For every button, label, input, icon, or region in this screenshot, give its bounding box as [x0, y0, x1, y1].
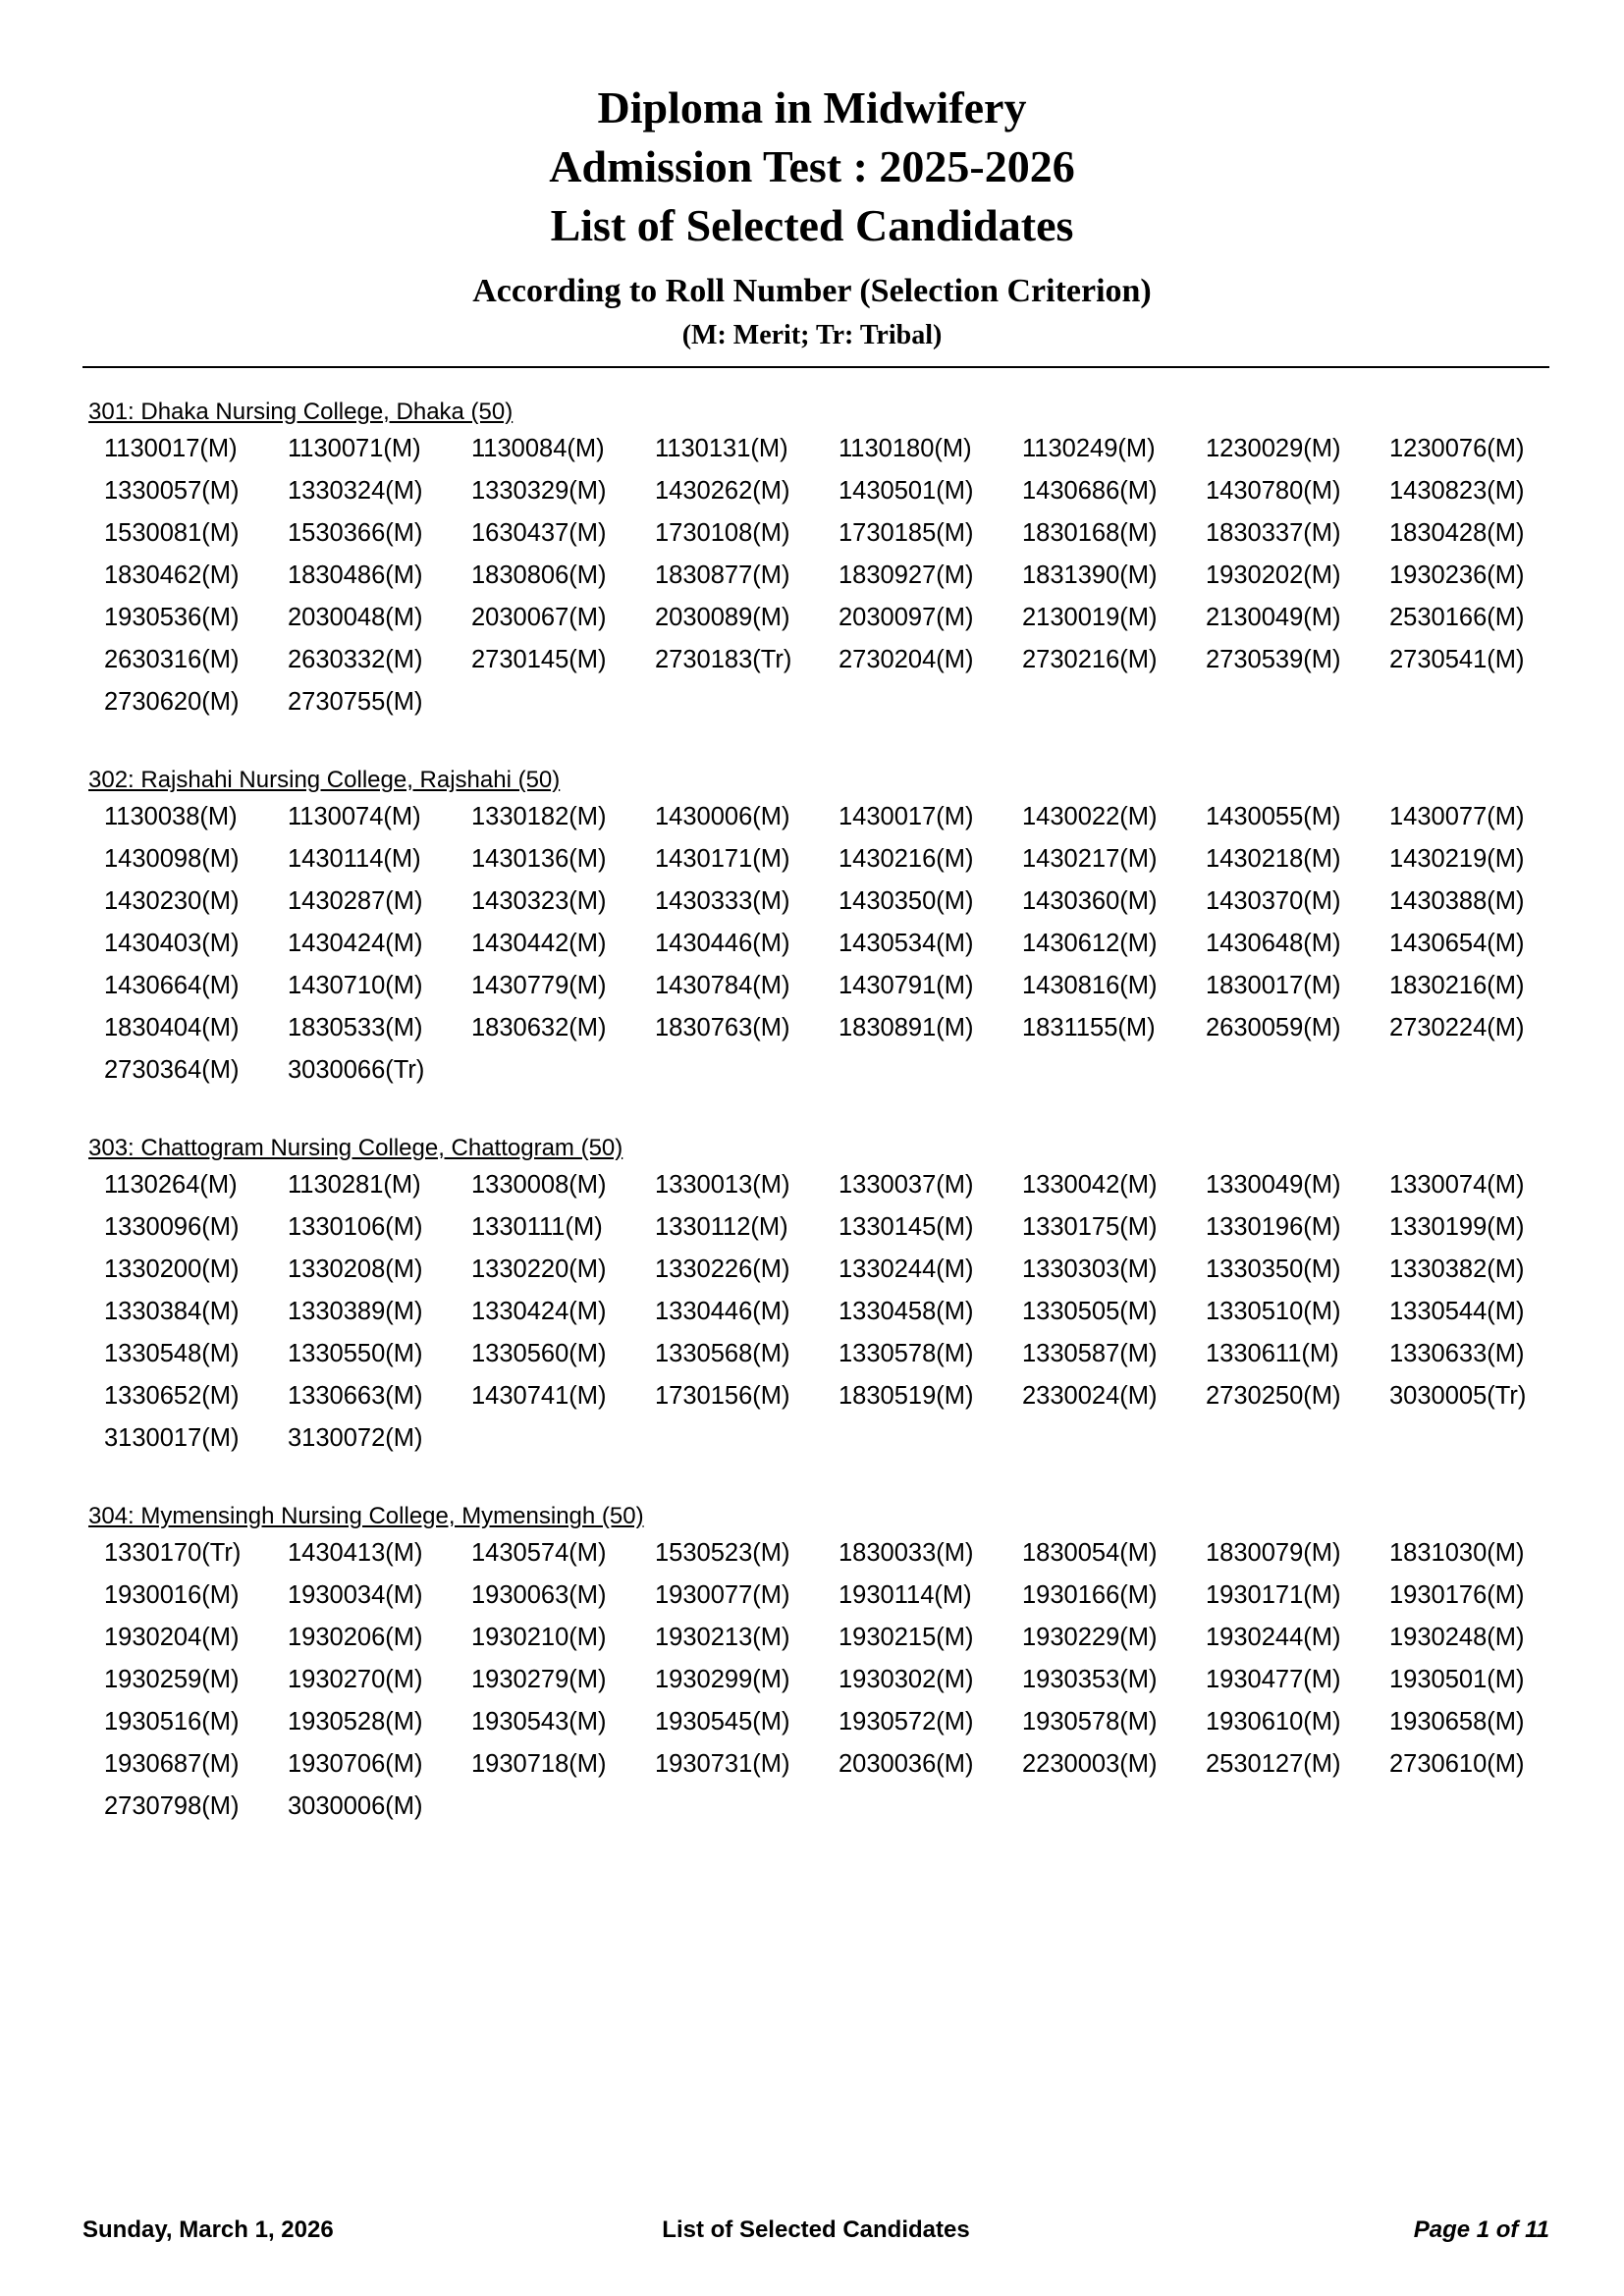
roll-number: 1830891(M)	[839, 1014, 974, 1041]
roll-number: 1330544(M)	[1389, 1298, 1525, 1325]
roll-number: 1330013(M)	[655, 1171, 790, 1199]
roll-number-grid	[88, 1532, 1551, 1828]
roll-number: 1830632(M)	[471, 1014, 607, 1041]
roll-number: 1930204(M)	[104, 1624, 240, 1651]
roll-number: 1130180(M)	[839, 435, 972, 462]
roll-number: 1130017(M)	[104, 435, 238, 462]
header-divider	[82, 366, 1549, 368]
roll-number: 1330196(M)	[1206, 1213, 1341, 1241]
roll-number: 1930077(M)	[655, 1581, 790, 1609]
roll-number: 1830054(M)	[1022, 1539, 1158, 1567]
roll-number: 1330244(M)	[839, 1255, 974, 1283]
roll-number: 1130281(M)	[288, 1171, 421, 1199]
roll-number: 1430017(M)	[839, 803, 974, 830]
roll-number: 1930176(M)	[1389, 1581, 1525, 1609]
roll-number: 1430136(M)	[471, 845, 607, 873]
roll-number: 2730610(M)	[1389, 1750, 1525, 1778]
roll-number: 1930213(M)	[655, 1624, 790, 1651]
roll-number: 1430171(M)	[655, 845, 790, 873]
roll-number: 3030006(M)	[288, 1792, 423, 1820]
roll-number: 1930166(M)	[1022, 1581, 1158, 1609]
roll-number: 1430534(M)	[839, 930, 974, 957]
roll-number: 2730216(M)	[1022, 646, 1158, 673]
program-title: Diploma in Midwifery	[597, 82, 1027, 133]
roll-number: 1130074(M)	[288, 803, 421, 830]
roll-number: 1330008(M)	[471, 1171, 607, 1199]
roll-number: 1330550(M)	[288, 1340, 423, 1367]
roll-number: 2730145(M)	[471, 646, 607, 673]
roll-number: 1430370(M)	[1206, 887, 1341, 915]
roll-number: 1430216(M)	[839, 845, 974, 873]
roll-number: 2230003(M)	[1022, 1750, 1158, 1778]
roll-number: 1831155(M)	[1022, 1014, 1156, 1041]
roll-number: 1930236(M)	[1389, 561, 1525, 589]
roll-number: 2130019(M)	[1022, 604, 1158, 631]
roll-number: 1930210(M)	[471, 1624, 607, 1651]
roll-number: 1330175(M)	[1022, 1213, 1158, 1241]
roll-number: 2730755(M)	[288, 688, 423, 716]
footer-date: Sunday, March 1, 2026	[82, 2216, 334, 2243]
college-section	[88, 395, 1551, 723]
roll-number: 1430664(M)	[104, 972, 240, 999]
roll-number: 1930034(M)	[288, 1581, 423, 1609]
roll-number: 1430262(M)	[655, 477, 790, 505]
roll-number: 1830168(M)	[1022, 519, 1158, 547]
roll-number: 1230029(M)	[1206, 435, 1341, 462]
roll-number: 2530166(M)	[1389, 604, 1525, 631]
college-section	[88, 1499, 1551, 1828]
roll-number: 2630332(M)	[288, 646, 423, 673]
roll-number: 1330111(M)	[471, 1213, 603, 1241]
roll-number: 1830428(M)	[1389, 519, 1525, 547]
roll-number: 1430686(M)	[1022, 477, 1158, 505]
roll-number: 1430780(M)	[1206, 477, 1341, 505]
roll-number: 1930270(M)	[288, 1666, 423, 1693]
footer-title: List of Selected Candidates	[662, 2216, 970, 2243]
roll-number: 1930687(M)	[104, 1750, 240, 1778]
roll-number: 2730541(M)	[1389, 646, 1525, 673]
roll-number: 1930259(M)	[104, 1666, 240, 1693]
roll-number: 1130071(M)	[288, 435, 421, 462]
roll-number: 1830216(M)	[1389, 972, 1525, 999]
roll-number: 2730620(M)	[104, 688, 240, 716]
roll-number: 1930353(M)	[1022, 1666, 1158, 1693]
roll-number: 1930516(M)	[104, 1708, 240, 1735]
roll-number: 1930477(M)	[1206, 1666, 1341, 1693]
roll-number: 1530523(M)	[655, 1539, 790, 1567]
roll-number: 1430446(M)	[655, 930, 790, 957]
roll-number: 1330568(M)	[655, 1340, 790, 1367]
college-heading: 302: Rajshahi Nursing College, Rajshahi (50)	[88, 767, 561, 793]
quota-legend: (M: Merit; Tr: Tribal)	[681, 320, 943, 350]
roll-number: 1930536(M)	[104, 604, 240, 631]
roll-number: 1730108(M)	[655, 519, 790, 547]
roll-number: 1330324(M)	[288, 477, 423, 505]
roll-number: 1330652(M)	[104, 1382, 240, 1410]
roll-number: 1330505(M)	[1022, 1298, 1158, 1325]
roll-number: 2730798(M)	[104, 1792, 240, 1820]
roll-number: 1330424(M)	[471, 1298, 607, 1325]
roll-number: 1330611(M)	[1206, 1340, 1339, 1367]
roll-number: 1930244(M)	[1206, 1624, 1341, 1651]
roll-number: 2730364(M)	[104, 1056, 240, 1084]
roll-number: 1330329(M)	[471, 477, 607, 505]
roll-number: 2730204(M)	[839, 646, 974, 673]
roll-number: 3130017(M)	[104, 1424, 240, 1452]
roll-number: 3030005(Tr)	[1389, 1382, 1527, 1410]
roll-number: 1330074(M)	[1389, 1171, 1525, 1199]
roll-number: 1330200(M)	[104, 1255, 240, 1283]
roll-number: 1330106(M)	[288, 1213, 423, 1241]
roll-number: 1430055(M)	[1206, 803, 1341, 830]
roll-number: 2730224(M)	[1389, 1014, 1525, 1041]
list-title: List of Selected Candidates	[550, 200, 1074, 250]
page-footer	[82, 2216, 1549, 2252]
roll-number: 1430323(M)	[471, 887, 607, 915]
roll-number: 2630316(M)	[104, 646, 240, 673]
roll-number: 2630059(M)	[1206, 1014, 1341, 1041]
roll-number: 1330548(M)	[104, 1340, 240, 1367]
roll-number: 1930171(M)	[1206, 1581, 1341, 1609]
roll-number: 1930114(M)	[839, 1581, 972, 1609]
roll-number: 1430218(M)	[1206, 845, 1341, 873]
selection-list	[88, 395, 1551, 1867]
roll-number: 1930610(M)	[1206, 1708, 1341, 1735]
roll-number: 1430574(M)	[471, 1539, 607, 1567]
roll-number: 3030066(Tr)	[288, 1056, 425, 1084]
roll-number: 1430612(M)	[1022, 930, 1158, 957]
roll-number: 1330458(M)	[839, 1298, 974, 1325]
roll-number: 1930202(M)	[1206, 561, 1341, 589]
roll-number-grid	[88, 1164, 1551, 1460]
roll-number: 2530127(M)	[1206, 1750, 1341, 1778]
roll-number: 1831030(M)	[1389, 1539, 1525, 1567]
roll-number: 1330170(Tr)	[104, 1539, 242, 1567]
roll-number: 1330199(M)	[1389, 1213, 1525, 1241]
roll-number: 1330042(M)	[1022, 1171, 1158, 1199]
roll-number: 1330560(M)	[471, 1340, 607, 1367]
roll-number: 1430784(M)	[655, 972, 790, 999]
roll-number: 1430648(M)	[1206, 930, 1341, 957]
document-header	[0, 79, 1624, 355]
roll-number: 2030089(M)	[655, 604, 790, 631]
roll-number: 1330587(M)	[1022, 1340, 1158, 1367]
roll-number: 1830079(M)	[1206, 1539, 1341, 1567]
roll-number: 2330024(M)	[1022, 1382, 1158, 1410]
page-number: Page 1 of 11	[1413, 2216, 1549, 2243]
roll-number: 1930215(M)	[839, 1624, 974, 1651]
roll-number: 1330382(M)	[1389, 1255, 1525, 1283]
roll-number: 2030048(M)	[288, 604, 423, 631]
roll-number: 1430333(M)	[655, 887, 790, 915]
roll-number: 1330663(M)	[288, 1382, 423, 1410]
roll-number: 1930528(M)	[288, 1708, 423, 1735]
roll-number: 1830877(M)	[655, 561, 790, 589]
roll-number: 1730185(M)	[839, 519, 974, 547]
roll-number: 1430217(M)	[1022, 845, 1158, 873]
roll-number: 1930658(M)	[1389, 1708, 1525, 1735]
roll-number: 1430741(M)	[471, 1382, 607, 1410]
roll-number: 2030067(M)	[471, 604, 607, 631]
roll-number: 1830519(M)	[839, 1382, 974, 1410]
roll-number: 1430077(M)	[1389, 803, 1525, 830]
roll-number: 1330633(M)	[1389, 1340, 1525, 1367]
roll-number: 1330226(M)	[655, 1255, 790, 1283]
roll-number: 1430287(M)	[288, 887, 423, 915]
roll-number: 1330446(M)	[655, 1298, 790, 1325]
admission-test-title: Admission Test : 2025-2026	[549, 141, 1075, 191]
roll-number: 1930206(M)	[288, 1624, 423, 1651]
college-section	[88, 1131, 1551, 1460]
roll-number: 1330303(M)	[1022, 1255, 1158, 1283]
roll-number: 1430006(M)	[655, 803, 790, 830]
roll-number: 1930299(M)	[655, 1666, 790, 1693]
roll-number: 1130264(M)	[104, 1171, 238, 1199]
roll-number: 1830017(M)	[1206, 972, 1341, 999]
roll-number: 1430654(M)	[1389, 930, 1525, 957]
roll-number: 1330220(M)	[471, 1255, 607, 1283]
roll-number: 1930543(M)	[471, 1708, 607, 1735]
college-section	[88, 763, 1551, 1092]
roll-number: 1430413(M)	[288, 1539, 423, 1567]
roll-number: 1130038(M)	[104, 803, 238, 830]
roll-number: 2030097(M)	[839, 604, 974, 631]
roll-number: 2730183(Tr)	[655, 646, 792, 673]
roll-number: 1430360(M)	[1022, 887, 1158, 915]
roll-number: 1430219(M)	[1389, 845, 1525, 873]
roll-number: 1430114(M)	[288, 845, 421, 873]
roll-number-grid	[88, 796, 1551, 1092]
roll-number: 3130072(M)	[288, 1424, 423, 1452]
college-heading: 303: Chattogram Nursing College, Chattogram (50)	[88, 1135, 623, 1161]
roll-number: 1330510(M)	[1206, 1298, 1341, 1325]
roll-number: 1530081(M)	[104, 519, 240, 547]
sort-criterion: According to Roll Number (Selection Criterion)	[472, 273, 1152, 309]
roll-number: 1930718(M)	[471, 1750, 607, 1778]
roll-number: 1430388(M)	[1389, 887, 1525, 915]
roll-number: 1130084(M)	[471, 435, 605, 462]
roll-number: 1730156(M)	[655, 1382, 790, 1410]
roll-number: 1430350(M)	[839, 887, 974, 915]
roll-number: 1930572(M)	[839, 1708, 974, 1735]
roll-number: 1430403(M)	[104, 930, 240, 957]
roll-number: 1330384(M)	[104, 1298, 240, 1325]
roll-number: 1330037(M)	[839, 1171, 974, 1199]
roll-number: 1430791(M)	[839, 972, 974, 999]
roll-number: 1330182(M)	[471, 803, 607, 830]
roll-number: 1930063(M)	[471, 1581, 607, 1609]
roll-number: 1830927(M)	[839, 561, 974, 589]
roll-number: 2730539(M)	[1206, 646, 1341, 673]
roll-number-grid	[88, 428, 1551, 723]
roll-number: 2730250(M)	[1206, 1382, 1341, 1410]
roll-number: 1930545(M)	[655, 1708, 790, 1735]
roll-number: 1930229(M)	[1022, 1624, 1158, 1651]
roll-number: 1530366(M)	[288, 519, 423, 547]
roll-number: 1830763(M)	[655, 1014, 790, 1041]
roll-number: 1930501(M)	[1389, 1666, 1525, 1693]
roll-number: 1830404(M)	[104, 1014, 240, 1041]
roll-number: 1930706(M)	[288, 1750, 423, 1778]
roll-number: 1630437(M)	[471, 519, 607, 547]
roll-number: 1430779(M)	[471, 972, 607, 999]
roll-number: 1830337(M)	[1206, 519, 1341, 547]
roll-number: 1430501(M)	[839, 477, 974, 505]
roll-number: 1930578(M)	[1022, 1708, 1158, 1735]
roll-number: 2030036(M)	[839, 1750, 974, 1778]
roll-number: 1330049(M)	[1206, 1171, 1341, 1199]
roll-number: 1930302(M)	[839, 1666, 974, 1693]
roll-number: 1830806(M)	[471, 561, 607, 589]
roll-number: 1430710(M)	[288, 972, 423, 999]
roll-number: 1930248(M)	[1389, 1624, 1525, 1651]
roll-number: 1330350(M)	[1206, 1255, 1341, 1283]
roll-number: 1330389(M)	[288, 1298, 423, 1325]
roll-number: 1830486(M)	[288, 561, 423, 589]
roll-number: 1330112(M)	[655, 1213, 788, 1241]
college-heading: 301: Dhaka Nursing College, Dhaka (50)	[88, 399, 514, 425]
roll-number: 1830533(M)	[288, 1014, 423, 1041]
roll-number: 1330208(M)	[288, 1255, 423, 1283]
roll-number: 1330145(M)	[839, 1213, 974, 1241]
roll-number: 1430230(M)	[104, 887, 240, 915]
roll-number: 1330578(M)	[839, 1340, 974, 1367]
roll-number: 1831390(M)	[1022, 561, 1158, 589]
roll-number: 1830462(M)	[104, 561, 240, 589]
roll-number: 1130131(M)	[655, 435, 788, 462]
roll-number: 1930731(M)	[655, 1750, 790, 1778]
roll-number: 1930016(M)	[104, 1581, 240, 1609]
roll-number: 1430442(M)	[471, 930, 607, 957]
roll-number: 1430098(M)	[104, 845, 240, 873]
roll-number: 1130249(M)	[1022, 435, 1156, 462]
roll-number: 1430816(M)	[1022, 972, 1158, 999]
roll-number: 1330096(M)	[104, 1213, 240, 1241]
roll-number: 1230076(M)	[1389, 435, 1525, 462]
roll-number: 1430424(M)	[288, 930, 423, 957]
roll-number: 1930279(M)	[471, 1666, 607, 1693]
roll-number: 1430823(M)	[1389, 477, 1525, 505]
roll-number: 1330057(M)	[104, 477, 240, 505]
roll-number: 1830033(M)	[839, 1539, 974, 1567]
roll-number: 1430022(M)	[1022, 803, 1158, 830]
roll-number: 2130049(M)	[1206, 604, 1341, 631]
college-heading: 304: Mymensingh Nursing College, Mymensingh (50)	[88, 1503, 644, 1529]
